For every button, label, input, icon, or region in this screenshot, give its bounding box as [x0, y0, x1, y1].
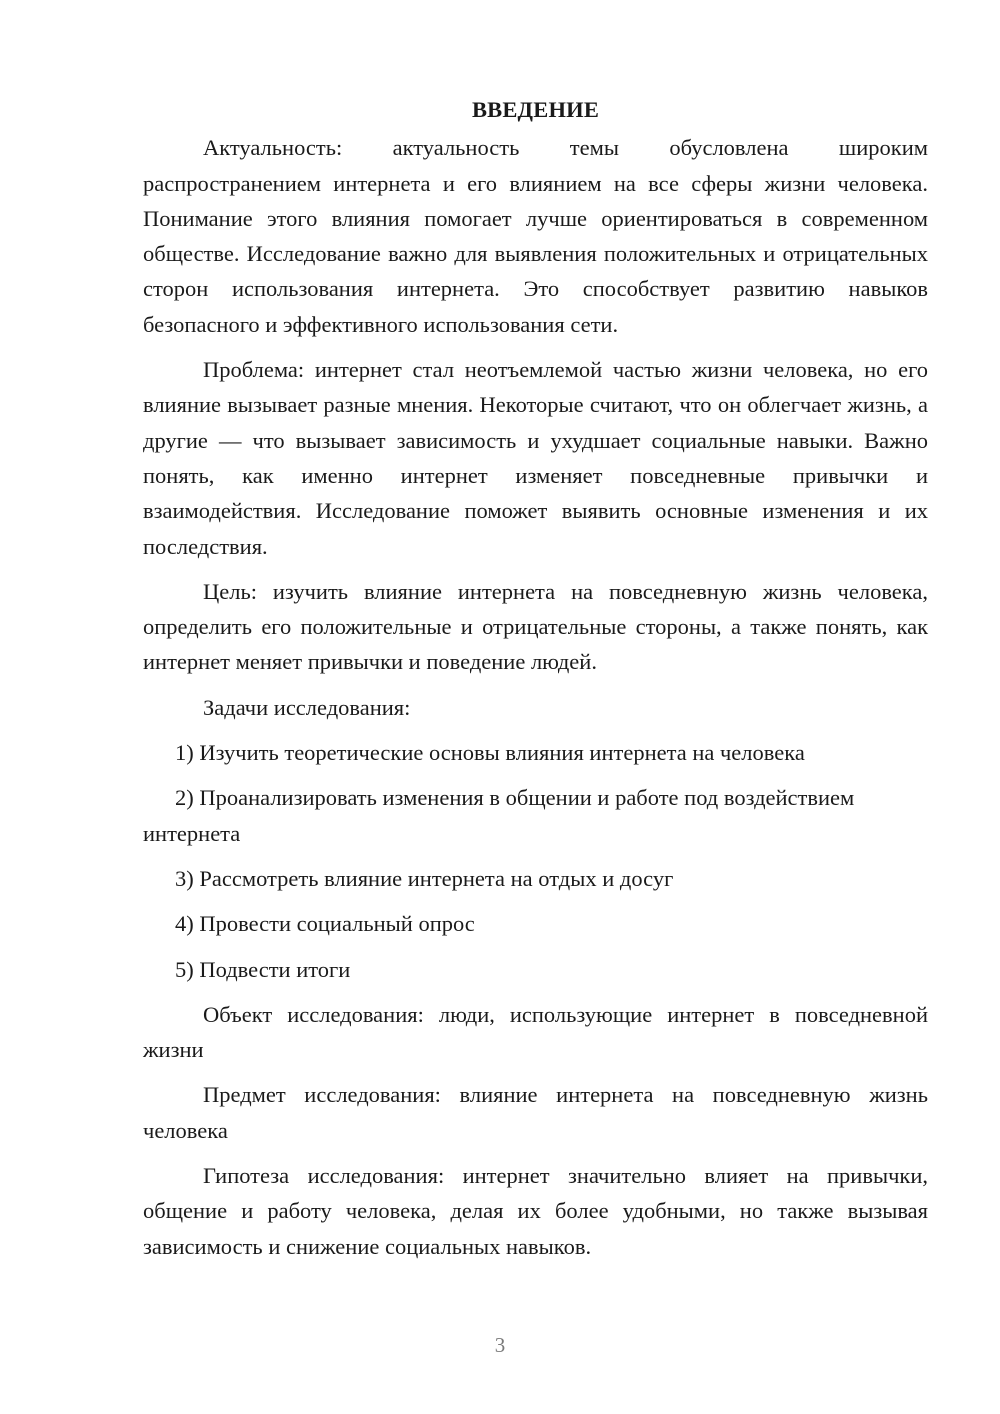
page-number: 3: [494, 1333, 506, 1357]
task-item-3: 3) Рассмотреть влияние интернета на отдых и досуг: [175, 865, 674, 891]
subject-paragraph: Предмет исследования: влияние интернета на повседневную жизнь человека: [143, 1082, 928, 1143]
task-item-5: 5) Подвести итоги: [175, 956, 351, 982]
object-paragraph: Объект исследования: люди, использующие интернет в повседневной жизни: [143, 1001, 928, 1063]
goal-paragraph: Цель: изучить влияние интернета на повседневную жизнь человека, определить его положительные и отрицательные стороны, а также понять, как интернет меняет привычки и поведение людей.: [143, 578, 928, 675]
page-title: ВВЕДЕНИЕ: [471, 97, 600, 122]
relevance-paragraph: Актуальность: актуальность темы обусловлена широким распространением интернета и его влиянием на все сферы жизни человека. Понимание этого влияния помогает лучше ориентироваться в современном обществе. Исследование важно для выявления положительных и отрицательных сторон использования интернета. Это способствует развитию навыков безопасного и эффективного использования сети.: [143, 135, 928, 337]
task-item-1: 1) Изучить теоретические основы влияния интернета на человека: [175, 740, 805, 766]
tasks-heading: Задачи исследования:: [203, 694, 411, 720]
document-body: [143, 92, 928, 1274]
task-item-2: 2) Проанализировать изменения в общении и работе под воздействием интернета: [143, 785, 855, 846]
hypothesis-paragraph: Гипотеза исследования: интернет значительно влияет на привычки, общение и работу человека, делая их более удобными, но также вызывая зависимость и снижение социальных навыков.: [143, 1163, 928, 1259]
problem-paragraph: Проблема: интернет стал неотъемлемой частью жизни человека, но его влияние вызывает разные мнения. Некоторые считают, что он облегчает жизнь, а другие — что вызывает зависимость и ухудшает социальные навыки. Важно понять, как именно интернет изменяет повседневные привычки и взаимодействия. Исследование поможет выявить основные изменения и их последствия.: [143, 357, 928, 559]
task-item-4: 4) Провести социальный опрос: [175, 911, 475, 937]
